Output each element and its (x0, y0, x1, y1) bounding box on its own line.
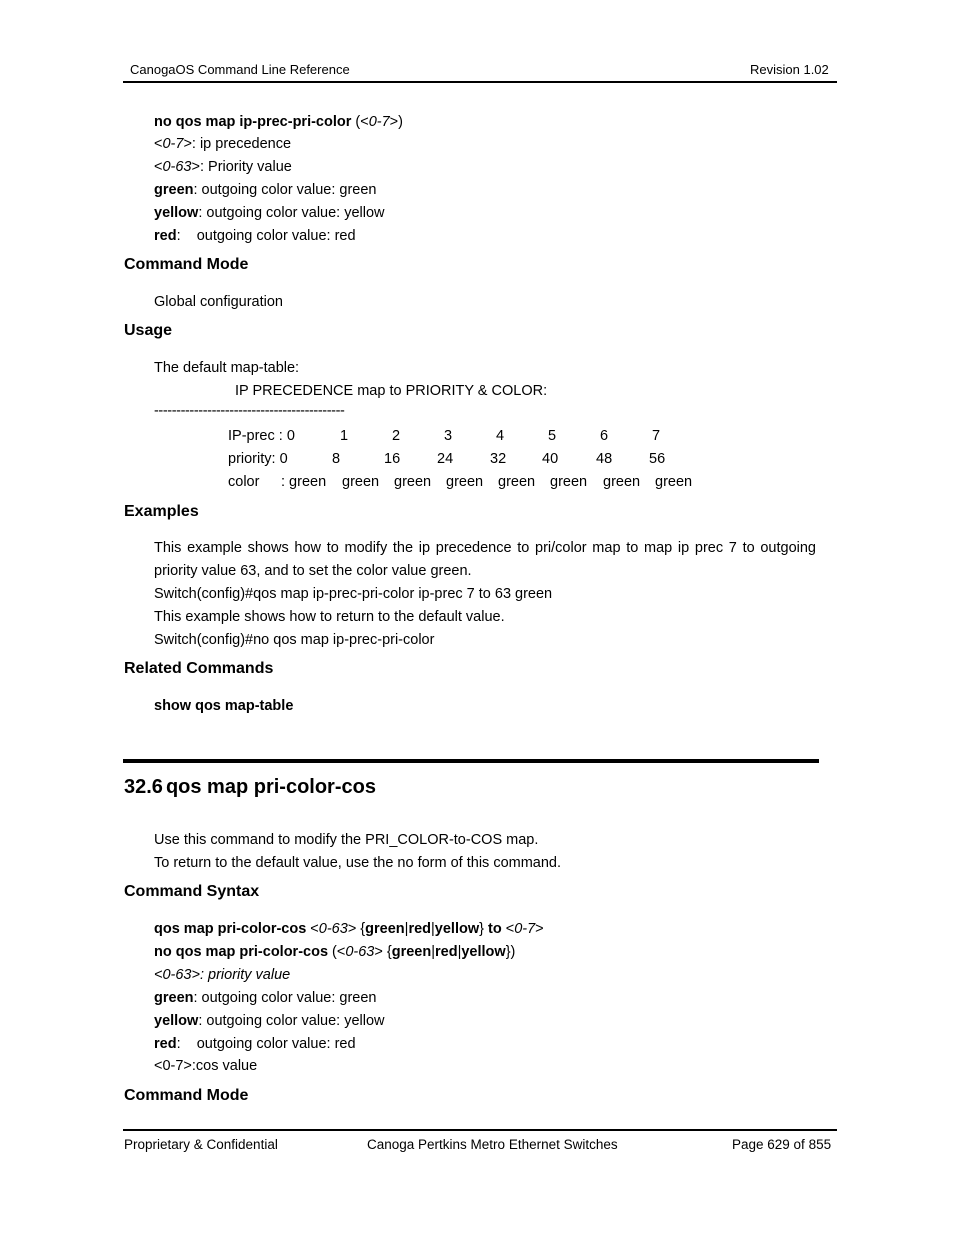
heading-related-commands: Related Commands (124, 660, 274, 677)
heading-command-mode-2: Command Mode (124, 1087, 249, 1104)
usage-intro: The default map-table: (154, 360, 300, 376)
arg: 0-7 (162, 136, 184, 152)
no-command-line (154, 114, 403, 130)
header-title: CanogaOS Command Line Reference (130, 62, 350, 77)
example-command: Switch(config)#no qos map ip-prec-pri-color (154, 632, 435, 648)
keyword: green (365, 921, 405, 937)
heading-examples: Examples (124, 503, 199, 520)
map-cell: 32 (490, 451, 507, 467)
arg: 0-63 (318, 921, 348, 937)
param-cos: <0-7>:cos value (154, 1058, 258, 1074)
punct: (< (328, 944, 346, 960)
param-desc: : outgoing color value: green (193, 182, 377, 198)
map-cell: 6 (600, 428, 609, 444)
param-desc: : outgoing color value: red (176, 228, 356, 244)
heading-command-mode: Command Mode (124, 256, 249, 273)
punct: < (154, 159, 163, 175)
map-cell: 16 (384, 451, 401, 467)
map-cell: 24 (437, 451, 454, 467)
param-priority: <0-63>: priority value (154, 967, 291, 983)
syntax-line (154, 921, 544, 937)
section-title (124, 776, 376, 799)
param-desc: : outgoing color value: yellow (198, 1013, 385, 1029)
related-command-link[interactable]: show qos map-table (154, 698, 294, 714)
map-cell: 3 (444, 428, 453, 444)
punct: | (431, 944, 435, 960)
heading-command-syntax: Command Syntax (124, 883, 260, 900)
keyword: yellow (154, 1013, 199, 1029)
keyword: to (488, 921, 502, 937)
punct: | (431, 921, 435, 937)
keyword: green (154, 182, 194, 198)
map-table-title: IP PRECEDENCE map to PRIORITY & COLOR: (235, 383, 548, 399)
example-text: This example shows how to return to the default value. (154, 609, 505, 625)
map-row-label: priority: 0 (228, 451, 288, 467)
section-description: To return to the default value, use the no form of this command. (154, 855, 562, 871)
param-red (154, 1036, 356, 1052)
command: qos map pri-color-cos (154, 921, 307, 937)
arg: 0-7 (514, 921, 536, 937)
section-rule (123, 759, 819, 763)
param-yellow (154, 205, 385, 221)
keyword: red (154, 228, 177, 244)
map-cell: 48 (596, 451, 613, 467)
map-cell: green (342, 474, 380, 490)
keyword: yellow (154, 205, 199, 221)
map-row-label: color (228, 474, 260, 490)
keyword: red (435, 944, 458, 960)
header-rule (123, 81, 837, 83)
keyword: red (154, 1036, 177, 1052)
map-cell: 8 (332, 451, 341, 467)
footer-page-number: Page 629 of 855 (732, 1137, 832, 1152)
param-desc: : outgoing color value: green (193, 990, 377, 1006)
map-cell: green (498, 474, 536, 490)
punct: > (535, 921, 544, 937)
map-cell: 56 (649, 451, 666, 467)
arg: 0-63 (345, 944, 375, 960)
param-desc: : outgoing color value: red (176, 1036, 356, 1052)
example-text: This example shows how to modify the ip precedence to pri/color map to map ip prec 7 to outgoing (154, 540, 816, 556)
footer-center: Canoga Pertkins Metro Ethernet Switches (367, 1137, 618, 1152)
param-desc: >: Priority value (191, 159, 292, 175)
command: no qos map pri-color-cos (154, 944, 329, 960)
no-command: no qos map ip-prec-pri-color (154, 114, 352, 130)
syntax-line (154, 944, 515, 960)
section-name: qos map pri-color-cos (165, 776, 376, 798)
param-priority (154, 159, 292, 175)
map-cell: 7 (652, 428, 661, 444)
section-number: 32.6 (124, 776, 163, 798)
map-cell: 5 (548, 428, 557, 444)
command-mode-text: Global configuration (154, 294, 283, 310)
map-cell: green (655, 474, 693, 490)
punct: } (479, 921, 488, 937)
punct: < (154, 136, 163, 152)
punct: }) (505, 944, 516, 960)
map-table-divider: ------------------------------------------- (154, 403, 345, 419)
map-cell: green (550, 474, 588, 490)
param-ip-precedence (154, 136, 291, 152)
punct: | (457, 944, 462, 960)
map-row-label: IP-prec : 0 (228, 428, 295, 444)
punct: (< (351, 114, 369, 130)
arg: 0-63 (162, 159, 192, 175)
param-red (154, 228, 356, 244)
keyword: red (408, 921, 432, 937)
section-description: Use this command to modify the PRI_COLOR-to-COS map. (154, 832, 539, 848)
map-cell: 2 (392, 428, 401, 444)
map-cell: green (446, 474, 484, 490)
param-green (154, 990, 377, 1006)
punct: | (404, 921, 409, 937)
example-command: Switch(config)#qos map ip-prec-pri-color ip-prec 7 to 63 green (154, 586, 553, 602)
punct: > { (374, 944, 392, 960)
param-green (154, 182, 377, 198)
heading-usage: Usage (124, 322, 173, 339)
punct: >) (389, 114, 403, 130)
map-cell: 4 (496, 428, 505, 444)
footer-rule (123, 1129, 837, 1131)
keyword: yellow (461, 944, 506, 960)
keyword: yellow (434, 921, 480, 937)
keyword: green (154, 990, 194, 1006)
header-revision: Revision 1.02 (750, 62, 829, 77)
example-text: priority value 63, and to set the color value green. (154, 563, 472, 579)
arg: 0-7 (368, 114, 390, 130)
map-cell: green (603, 474, 641, 490)
map-cell: 40 (542, 451, 559, 467)
map-cell: 1 (340, 428, 349, 444)
punct: < (306, 921, 319, 937)
map-cell: green (394, 474, 432, 490)
footer-left: Proprietary & Confidential (124, 1137, 278, 1152)
param-desc: : outgoing color value: yellow (198, 205, 385, 221)
keyword: green (391, 944, 432, 960)
param-desc: >: ip precedence (183, 136, 292, 152)
punct: < (501, 921, 515, 937)
param-yellow (154, 1013, 385, 1029)
map-cell: : green (281, 474, 327, 490)
punct: > { (347, 921, 366, 937)
